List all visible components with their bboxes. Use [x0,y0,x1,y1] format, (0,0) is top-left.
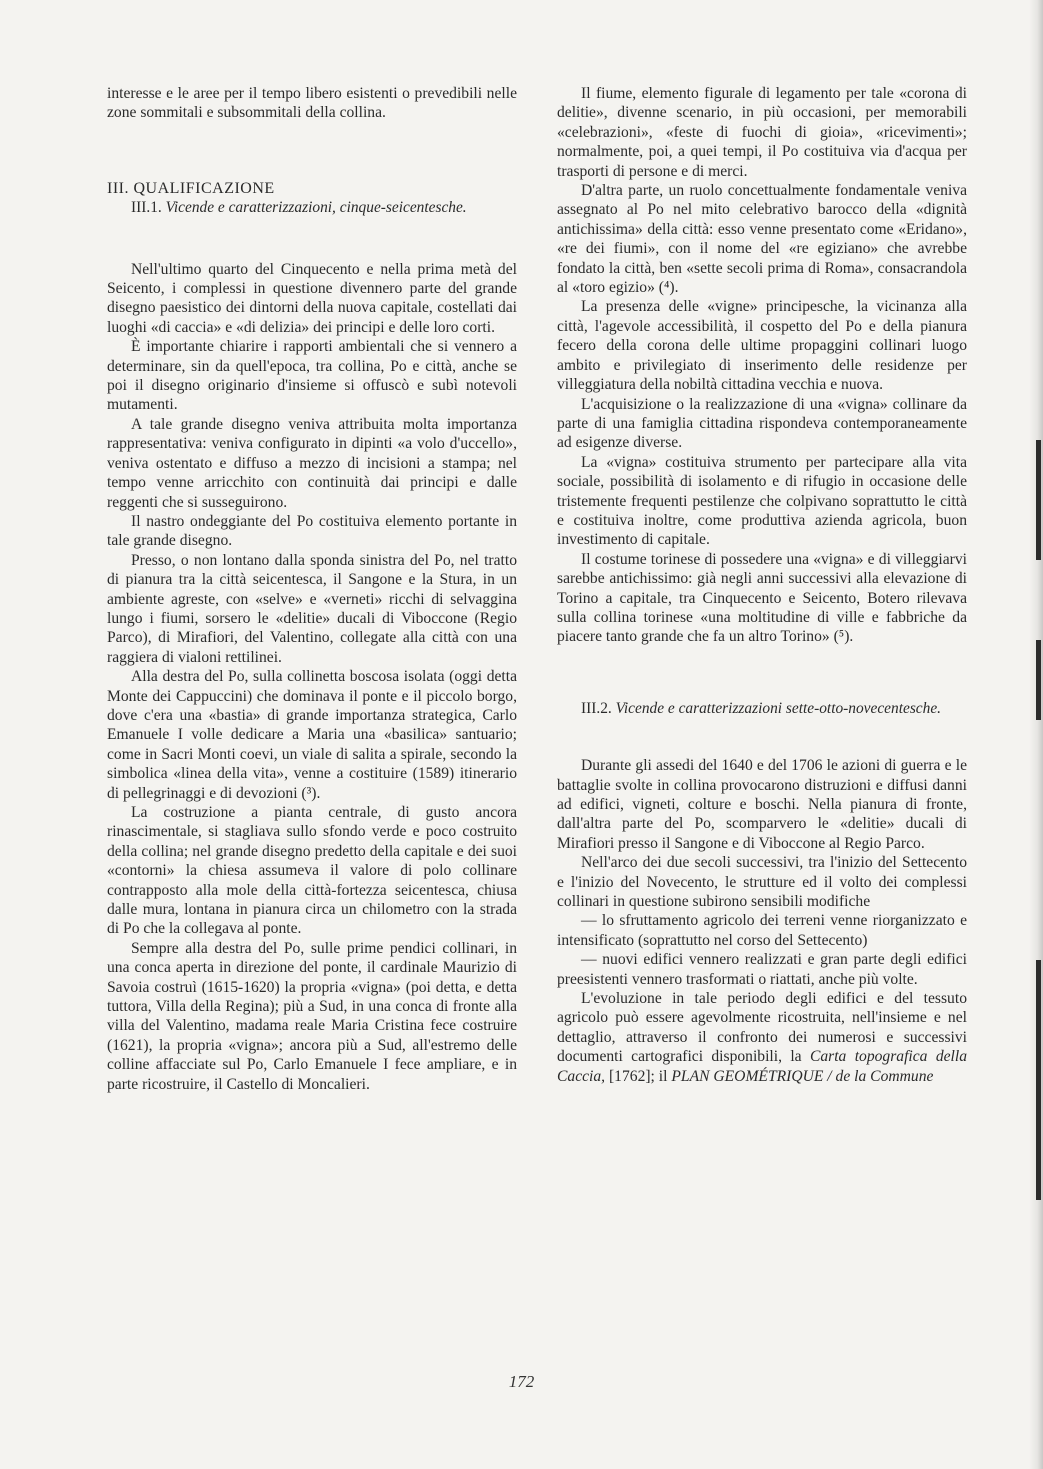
list-item: — lo sfruttamento agricolo dei terreni venne riorganizzato e intensificato (soprattutto nel corso del Settecento) [557,912,967,949]
paragraph: Il nastro ondeggiante del Po costituiva elemento portante in tale grande disegno. [107,512,517,550]
paragraph: Il costume torinese di possedere una «vigna» e di villeggiarvi sarebbe antichissimo: già negli anni successivi alla elevazione di Torino a capitale, tra Cinquecento e Seicento, Botero rilevava sulla collina torinese «una moltitudine di ville e fabbriche da piacere tanto grande che fa un altro Torino» (⁵). [557,550,967,646]
paragraph: Alla destra del Po, sulla collinetta boscosa isolata (oggi detta Monte dei Cappuccini) che dominava il ponte e il piccolo borgo, dove c'era una «bastia» di grande importanza strategica, Carlo Emanuele I volle dedicare a Maria una «basilica» santuario; come in Sacri Monti coevi, un viale di salita a spirale, secondo la simbolica «linea della vita», venne a costituire (1589) itinerario di pellegrinaggi e di devozioni (³). [107,668,517,802]
paragraph: La costruzione a pianta centrale, di gusto ancora rinascimentale, si stagliava sullo sfondo verde e poco costruito della collina; nel grande disegno predetto della capitale e dei suoi «contorni» la chiesa assumeva il valore di polo collinare contrapposto alla mole della città-fortezza seicentesca, chiusa dalle mura, lontana in pianura circa un chilometro con la strada di Po che la collegava al ponte. [107,804,517,938]
paragraph-text: [1762]; il [608,1067,668,1085]
paragraph: D'altra parte, un ruolo concettualmente fondamentale veniva assegnato al Po nel mito celebrativo barocco della «dignità antichissima» della città: esso venne presentato come «Eridano», «re dei fiumi», con il nome del «re egiziano» che avrebbe fondato la città, ben «sette secoli prima di Roma», consacrandola al «toro egizio» (⁴). [557,182,967,297]
map-title: PLAN GEOMÉTRIQUE / de la Commune [671,1067,934,1085]
page-edge-shadow [1029,0,1043,1469]
edge-mark [1036,960,1041,1200]
paragraph: Nell'ultimo quarto del Cinquecento e nella prima metà del Seicento, i complessi in questione divennero parte del grande disegno paesistico dei dintorni della nuova capitale, costellati dai luoghi «di caccia» e «di delizia» dei principi e delle loro corti. [107,260,517,336]
subsection-heading [557,699,967,718]
paragraph: Il fiume, elemento figurale di legamento per tale «corona di delitie», divenne scenario, in più occasioni, per memorabili «celebrazioni», «feste di fuochi di gioia», «ricevimenti»; normalmente, poi, a quei tempi, il Po costituiva via d'acqua per trasporti di persone e di merci. [557,85,967,180]
paragraph: L'acquisizione o la realizzazione di una «vigna» collinare da parte di una famiglia cittadina rispondeva contemporaneamente ad esigenze diverse. [557,395,967,452]
paragraph-text: L'evoluzione in tale periodo degli edifici e del tessuto agricolo può essere agevolmente ricostruita, nell'insieme e nel dettaglio, attraverso il confronto dei numerosi e successivi documenti cartografici disponibili, la [557,990,967,1066]
paragraph [557,989,967,1086]
subsection-title: Vicende e caratterizzazioni, cinque-seicentesche. [165,199,467,217]
subsection-title: Vicende e caratterizzazioni sette-otto-novecentesche. [615,699,942,717]
paragraph: Sempre alla destra del Po, sulle prime pendici collinari, in una conca aperta in direzione del ponte, il cardinale Maurizio di Savoia costruì (1615-1620) la propria «vigna» (poi detta, e detta tuttora, Villa della Regina); più a Sud, in una conca di fronte alla villa del Valentino, madama reale Maria Cristina fece costruire (1621), la propria «vigna»; ancora più a Sud, all'estremo delle colline affacciate sul Po, Carlo Emanuele I fece ampliare, e in parte ricostruire, il Castello di Moncalieri. [107,939,517,1093]
paragraph: A tale grande disegno veniva attribuita molta importanza rappresentativa: veniva configurato in dipinti «a volo d'uccello», veniva ostentato e diffuso a mezzo di incisioni a stampa; nel tempo venne arricchito con continuità dai principi e dalle reggenti che si susseguirono. [107,415,517,511]
section-heading: III. QUALIFICAZIONE [107,179,275,197]
subsection-number: III.2. [581,699,612,717]
subsection-number: III.1. [131,199,162,217]
paragraph: Presso, o non lontano dalla sponda sinistra del Po, nel tratto di pianura tra la città seicentesca, il Sangone e la Stura, in un ambiente agreste, con «selve» e «verneti» ricchi di selvaggina lungo i fiumi, sorsero le «delitie» ducali di Viboccone (Regio Parco), di Mirafiori, del Valentino, collegate alla città con una raggiera di vialoni rettilinei. [107,551,517,666]
right-column [557,84,967,1086]
subsection-heading [107,198,517,217]
paragraph: Nell'arco dei due secoli successivi, tra l'inizio del Settecento e l'inizio del Novecento, le strutture ed il volto dei complessi collinari in questione subirono sensibili modifiche [557,854,967,911]
page-number: 172 [508,1372,535,1391]
paragraph: La presenza delle «vigne» principesche, la vicinanza alla città, l'agevole accessibilità, il cospetto del Po e della pianura fecero della corona delle ultime propaggini collinari luogo ambito e privilegiato di inserimento delle residenze per villeggiatura della nobiltà cittadina vecchia e nuova. [557,298,967,394]
paragraph: La «vigna» costituiva strumento per partecipare alla vita sociale, possibilità di isolamento e di rifugio in occasione delle tristemente frequenti pestilenze che colpivano soprattutto le città e costituiva inoltre, come produttiva azienda agricola, buon investimento di capitale. [557,453,967,549]
edge-mark [1036,440,1041,560]
paragraph: Durante gli assedi del 1640 e del 1706 le azioni di guerra e le battaglie svolte in collina provocarono distruzioni e diffusi danni ad edifici, vigneti, colture e boschi. Nella pianura di fronte, dall'altra parte del Po, scomparvero le «delitie» ducali di Mirafiori presso il Sangone e di Viboccone al Regio Parco. [557,757,967,852]
map-title: Carta topografica della Caccia, [557,1048,967,1085]
intro-paragraph: interesse e le aree per il tempo libero esistenti o prevedibili nelle zone sommitali e subsommitali della collina. [107,85,517,122]
paragraph: È importante chiarire i rapporti ambientali che si vennero a determinare, sin da quell'epoca, tra collina, Po e città, anche se poi il disegno originario d'insieme si offuscò e subì notevoli mutamenti. [107,338,517,414]
edge-mark [1036,640,1041,720]
list-item: — nuovi edifici vennero realizzati e gran parte degli edifici preesistenti vennero trasformati o riattati, anche più volte. [557,951,967,988]
left-column [107,84,517,1094]
